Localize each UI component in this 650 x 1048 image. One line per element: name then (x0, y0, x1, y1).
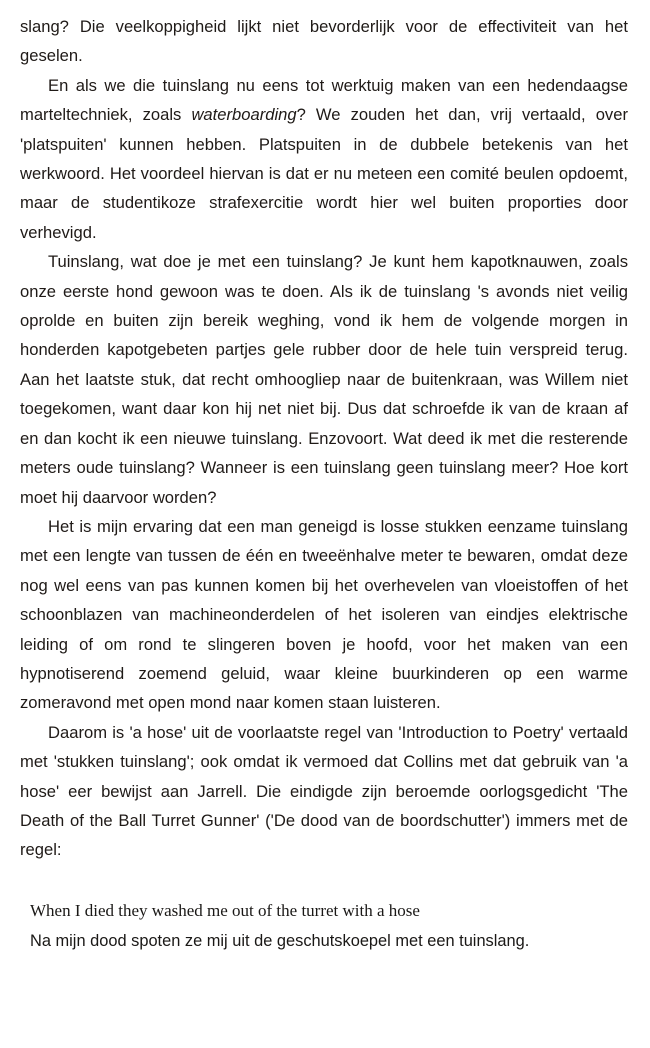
paragraph-2-text-a: En als we die tuinslang nu eens tot werktuig maken van een hedendaagse marteltechniek, zoals (20, 75, 628, 125)
quote-line-english: When I died they washed me out of the turret with a hose (30, 900, 420, 920)
poem-quote (30, 896, 628, 956)
paragraph-5: Daarom is 'a hose' uit de voorlaatste regel van 'Introduction to Poetry' vertaald met 'stukken tuinslang'; ook omdat ik vermoed dat Collins met dat gebruik van 'a hose' eer bewijst aan Jarrell. Die eindigde zijn beroemde oorlogsgedicht 'The Death of the Ball Turret Gunner' ('De dood van de boordschutter') immers met de regel: (20, 722, 628, 860)
paragraph-3: Tuinslang, wat doe je met een tuinslang? Je kunt hem kapotknauwen, zoals onze eerste hond gewoon was te doen. Als ik de tuinslang 's avonds niet veilig oprolde en buiten zijn bereik weghing, vond ik hem de volgende morgen in honderden kapotgebeten partjes gele rubber door de hele tuin verspreid terug. Aan het laatste stuk, dat recht omhoogliep naar de buitenkraan, was Willem niet toegekomen, want daar kon hij net niet bij. Dus dat schroefde ik van de kraan af en dan kocht ik een nieuwe tuinslang. Enzovoort. Wat deed ik met die resterende meters oude tuinslang? Wanneer is een tuinslang geen tuinslang meer? Hoe kort moet hij daarvoor worden? (20, 252, 628, 507)
book-page (20, 12, 628, 956)
paragraph-1: slang? Die veelkoppigheid lijkt niet bevorderlijk voor de effectiviteit van het geselen. (20, 17, 628, 66)
paragraph-2-italic-term: waterboarding (191, 105, 297, 125)
quote-line-dutch: Na mijn dood spoten ze mij uit de geschutskoepel met een tuinslang. (30, 931, 530, 950)
paragraph-4: Het is mijn ervaring dat een man geneigd is losse stukken eenzame tuinslang met een lengte van tussen de één en tweeënhalve meter te bewaren, omdat deze nog wel eens van pas kunnen komen bij het overhevelen van vloeistoffen of het schoonblazen van machineonderdelen of het isoleren van eindjes elektrische leiding of om rond te slingeren boven je hoofd, voor het maken van een hypnotiserend zoemend geluid, waar kleine buurkinderen op een warme zomeravond met open mond naar komen staan luisteren. (20, 516, 628, 713)
paragraph-2-text-b: ? We zouden het dan, vrij vertaald, over 'platspuiten' kunnen hebben. Platspuiten in de dubbele betekenis van het werkwoord. Het voordeel hiervan is dat er nu meteen een comité beulen opdoemt, maar de studentikoze strafexercitie wordt hier wel buiten proporties door verhevigd. (20, 105, 628, 242)
paragraph-2 (20, 71, 628, 247)
